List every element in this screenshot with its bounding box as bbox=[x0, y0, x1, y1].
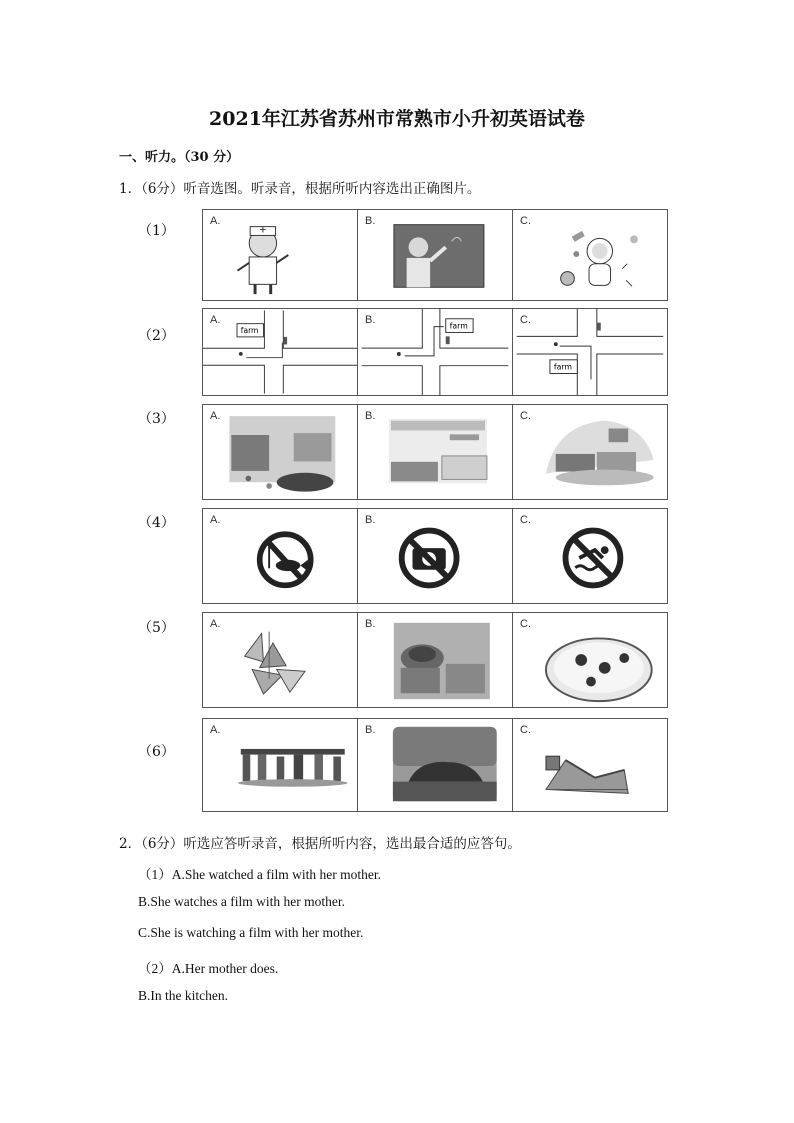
tangyuan-icon bbox=[513, 613, 667, 707]
answer-option: （2）A.Her mother does. bbox=[138, 961, 279, 976]
astronaut-icon bbox=[513, 210, 667, 300]
option-letter: B. bbox=[365, 514, 376, 526]
answer-option: B.In the kitchen. bbox=[138, 988, 228, 1003]
map-route-icon bbox=[203, 309, 357, 395]
option-letter: A. bbox=[210, 314, 221, 326]
zongzi-icon bbox=[203, 613, 357, 707]
picture-row-3 bbox=[202, 404, 668, 500]
option-cell-b[interactable] bbox=[358, 613, 513, 707]
option-cell-c[interactable] bbox=[513, 613, 667, 707]
option-letter: C. bbox=[520, 514, 531, 526]
option-cell-a[interactable] bbox=[203, 405, 358, 499]
picture-row-4 bbox=[202, 508, 668, 604]
option-cell-a[interactable] bbox=[203, 509, 358, 603]
answer-option: B.She watches a film with her mother. bbox=[138, 894, 345, 909]
uluru-icon bbox=[358, 719, 512, 811]
option-letter: C. bbox=[520, 618, 531, 630]
picture-row-1 bbox=[202, 209, 668, 301]
section-heading-listening: 一、听力。（30 分） bbox=[119, 150, 240, 165]
no-swimming-icon bbox=[513, 509, 667, 603]
doctor-icon bbox=[203, 210, 357, 300]
option-cell-c[interactable] bbox=[513, 309, 667, 395]
messy-bedroom-icon bbox=[513, 405, 667, 499]
option-letter: A. bbox=[210, 410, 221, 422]
row-label-1: （1） bbox=[138, 223, 175, 239]
picture-row-6 bbox=[202, 718, 668, 812]
farm-label: farm bbox=[449, 321, 468, 331]
option-letter: A. bbox=[210, 215, 221, 227]
row-label-4: （4） bbox=[138, 515, 175, 531]
row-label-6: （6） bbox=[138, 744, 175, 760]
row-label-2: （2） bbox=[138, 328, 175, 344]
option-letter: B. bbox=[365, 215, 376, 227]
option-letter: C. bbox=[520, 410, 531, 422]
stonehenge-icon bbox=[203, 719, 357, 811]
map-route-icon bbox=[358, 309, 512, 395]
answer-option: （1）A.She watched a film with her mother. bbox=[138, 867, 381, 882]
option-letter: B. bbox=[365, 618, 376, 630]
option-cell-a[interactable] bbox=[203, 613, 358, 707]
no-fishing-icon bbox=[203, 509, 357, 603]
farm-label: farm bbox=[240, 326, 259, 336]
option-cell-a[interactable] bbox=[203, 210, 358, 300]
option-letter: C. bbox=[520, 724, 531, 736]
option-cell-c[interactable] bbox=[513, 509, 667, 603]
farm-label: farm bbox=[553, 362, 573, 372]
map-route-icon bbox=[513, 309, 667, 395]
question-2-prompt: 2．（6分）听选应答听录音，根据所听内容，选出最合适的应答句。 bbox=[119, 836, 521, 852]
row-label-5: （5） bbox=[138, 620, 175, 636]
option-cell-c[interactable] bbox=[513, 210, 667, 300]
option-cell-b[interactable] bbox=[358, 405, 513, 499]
option-letter: A. bbox=[210, 618, 221, 630]
messy-kitchen-icon bbox=[203, 405, 357, 499]
no-photo-icon bbox=[358, 509, 512, 603]
option-cell-b[interactable] bbox=[358, 719, 513, 811]
picture-row-2 bbox=[202, 308, 668, 396]
great-wall-icon bbox=[513, 719, 667, 811]
picture-row-5 bbox=[202, 612, 668, 708]
option-cell-c[interactable] bbox=[513, 719, 667, 811]
option-letter: B. bbox=[365, 724, 376, 736]
option-letter: B. bbox=[365, 314, 376, 326]
option-cell-b[interactable] bbox=[358, 509, 513, 603]
option-letter: C. bbox=[520, 314, 531, 326]
question-1-prompt: 1．（6分）听音选图。听录音，根据所听内容选出正确图片。 bbox=[119, 181, 481, 197]
option-cell-a[interactable] bbox=[203, 309, 358, 395]
tidy-bedroom-icon bbox=[358, 405, 512, 499]
option-cell-b[interactable] bbox=[358, 210, 513, 300]
page-title: 2021年江苏省苏州市常熟市小升初英语试卷 bbox=[209, 108, 585, 130]
option-letter: C. bbox=[520, 215, 531, 227]
option-cell-a[interactable] bbox=[203, 719, 358, 811]
row-label-3: （3） bbox=[138, 411, 175, 427]
option-cell-c[interactable] bbox=[513, 405, 667, 499]
option-letter: A. bbox=[210, 724, 221, 736]
option-letter: B. bbox=[365, 410, 376, 422]
option-cell-b[interactable] bbox=[358, 309, 513, 395]
answer-option: C.She is watching a film with her mother. bbox=[138, 925, 364, 940]
teacher-icon bbox=[358, 210, 512, 300]
option-letter: A. bbox=[210, 514, 221, 526]
mooncake-icon bbox=[358, 613, 512, 707]
